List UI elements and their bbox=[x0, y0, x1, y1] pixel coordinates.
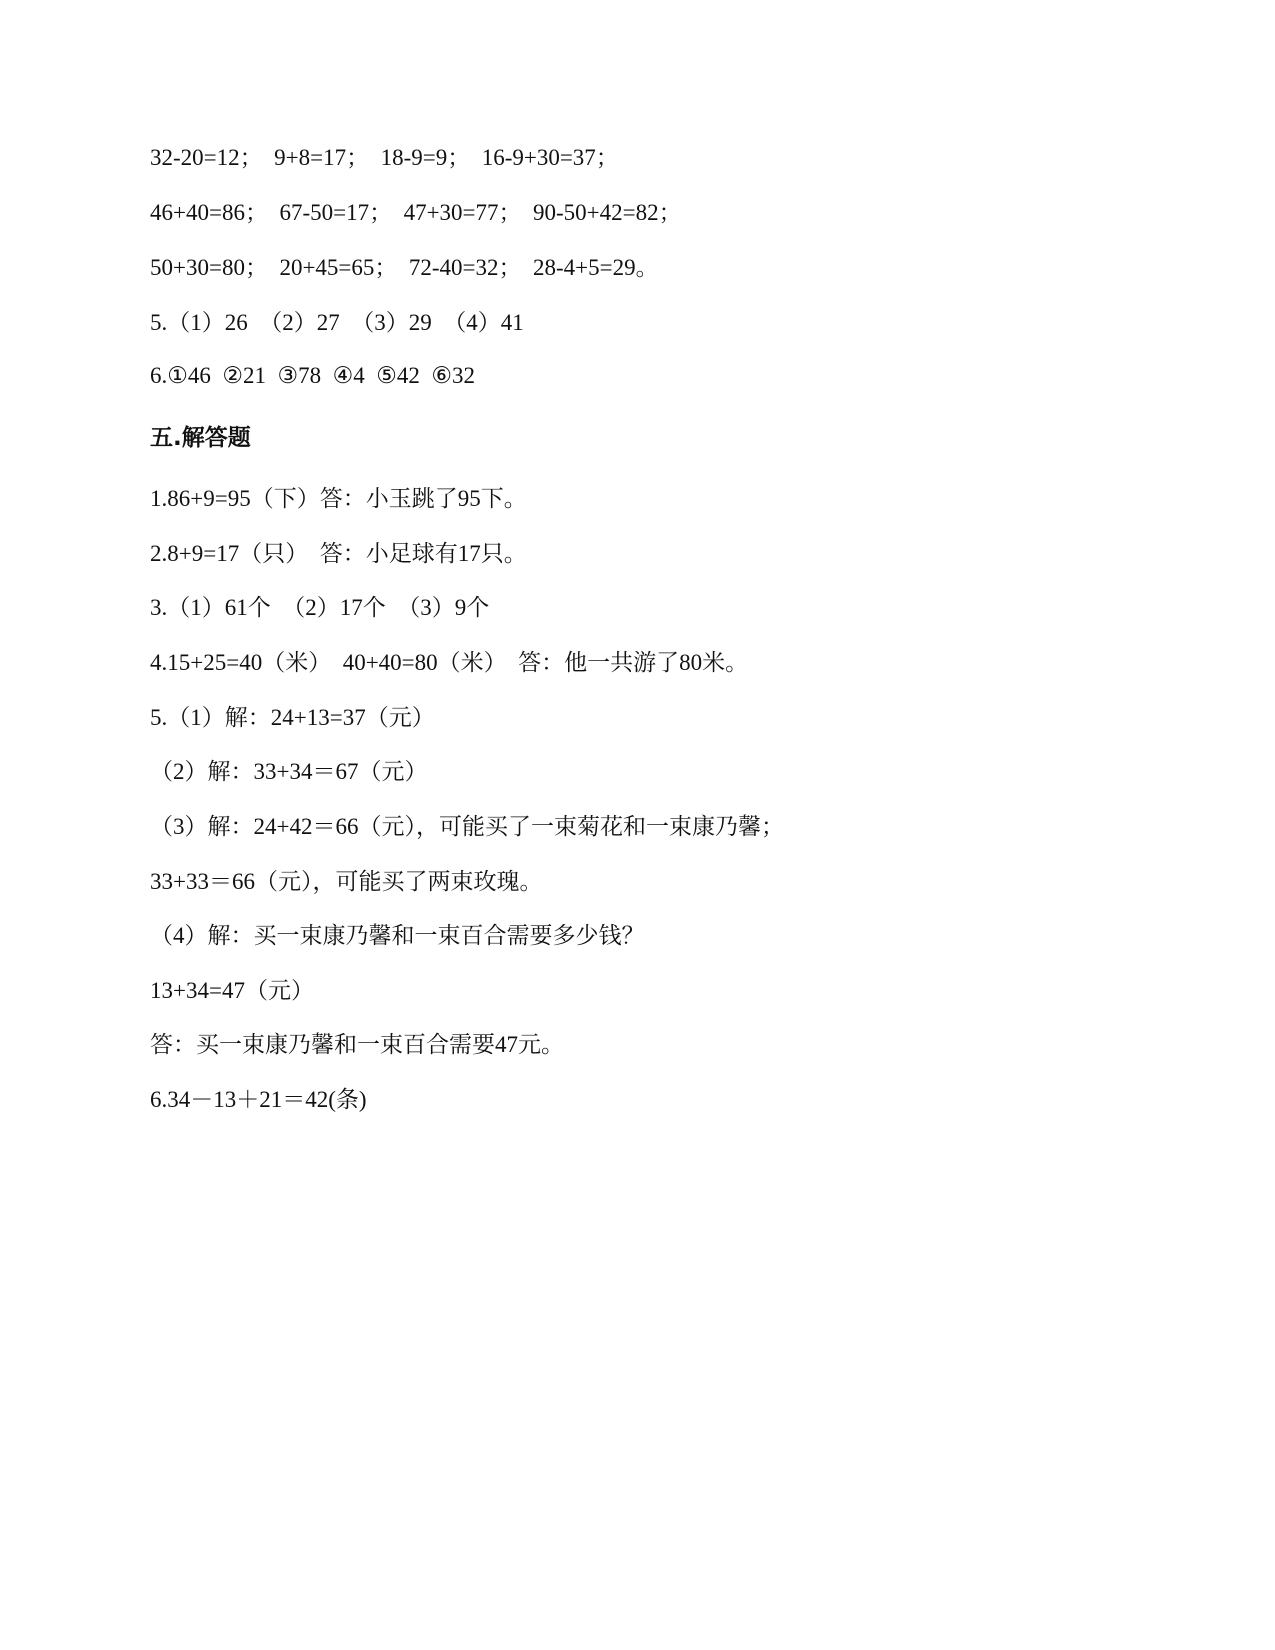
solution-6: 6.34－13＋21＝42(条) bbox=[150, 1087, 367, 1112]
solution-2: 2.8+9=17（只） 答：小足球有17只。 bbox=[150, 541, 527, 566]
answer-5-line: 5.（1）26 （2）27 （3）29 （4）41 bbox=[150, 310, 524, 335]
solution-3: 3.（1）61个 （2）17个 （3）9个 bbox=[150, 595, 490, 620]
calc-line-1: 32-20=12； 9+8=17； 18-9=9； 16-9+30=37； bbox=[150, 145, 619, 170]
solution-1: 1.86+9=95（下）答：小玉跳了95下。 bbox=[150, 486, 527, 511]
answer-6-line: 6.①46 ②21 ③78 ④4 ⑤42 ⑥32 bbox=[150, 363, 475, 388]
solution-5-part-4-answer: 答：买一束康乃馨和一束百合需要47元。 bbox=[150, 1032, 564, 1057]
solution-5-part-4-question: （4）解：买一束康乃馨和一束百合需要多少钱？ bbox=[150, 923, 645, 948]
solution-5-part-3a: （3）解：24+42＝66（元），可能买了一束菊花和一束康乃馨； bbox=[150, 814, 784, 839]
solution-5-part-2: （2）解：33+34＝67（元） bbox=[150, 759, 428, 784]
solution-4: 4.15+25=40（米） 40+40=80（米） 答：他一共游了80米。 bbox=[150, 650, 749, 675]
calc-line-2: 46+40=86； 67-50=17； 47+30=77； 90-50+42=82； bbox=[150, 200, 682, 225]
solution-5-part-4-calc: 13+34=47（元） bbox=[150, 978, 314, 1003]
solution-5-part-3b: 33+33＝66（元），可能买了两束玫瑰。 bbox=[150, 869, 543, 894]
solution-5-part-1: 5.（1）解：24+13=37（元） bbox=[150, 705, 435, 730]
section-heading: 五.解答题 bbox=[150, 425, 251, 451]
calc-line-3: 50+30=80； 20+45=65； 72-40=32； 28-4+5=29。 bbox=[150, 255, 659, 280]
